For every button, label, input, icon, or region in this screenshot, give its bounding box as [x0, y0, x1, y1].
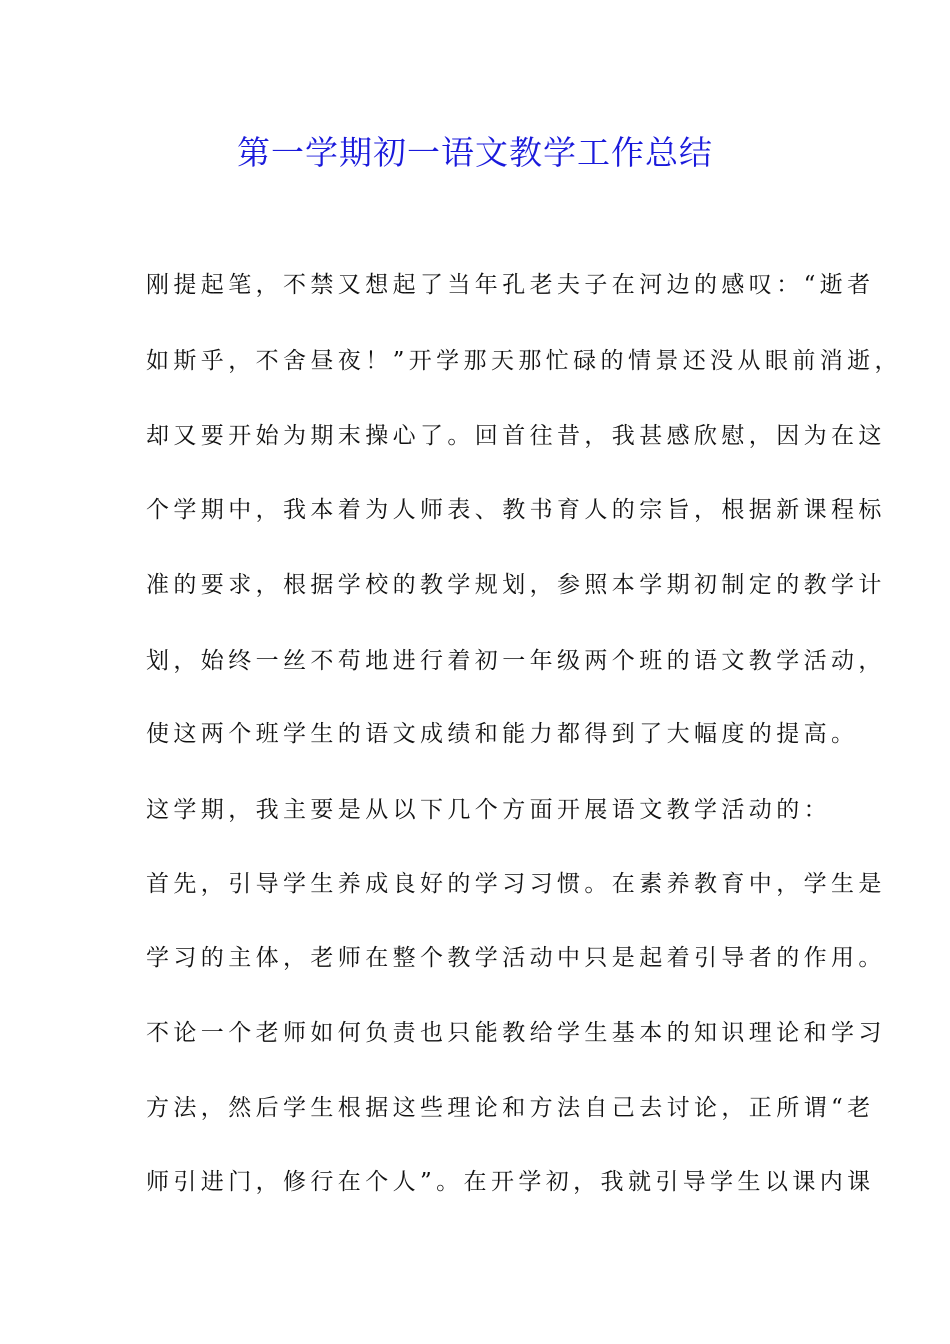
paragraph-line: 不论一个老师如何负责也只能教给学生基本的知识理论和学习 [146, 1020, 886, 1046]
paragraph-line: 这学期，我主要是从以下几个方面开展语文教学活动的： [146, 797, 831, 823]
paragraph-line: 学习的主体，老师在整个教学活动中只是起着引导者的作用。 [146, 945, 886, 971]
paragraph-line: 刚提起笔，不禁又想起了当年孔老夫子在河边的感叹：“逝者 [146, 272, 875, 298]
paragraph-line: 首先，引导学生养成良好的学习习惯。在素养教育中，学生是 [146, 871, 886, 897]
paragraph-line: 却又要开始为期末操心了。回首往昔，我甚感欣慰，因为在这 [146, 423, 886, 449]
paragraph-line: 师引进门，修行在个人”。在开学初，我就引导学生以课内课 [146, 1169, 875, 1195]
document-title: 第一学期初一语文教学工作总结 [237, 133, 713, 172]
paragraph-line: 如斯乎，不舍昼夜！”开学那天那忙碌的情景还没从眼前消逝， [146, 348, 902, 374]
paragraph-line: 个学期中，我本着为人师表、教书育人的宗旨，根据新课程标 [146, 497, 886, 523]
paragraph-line: 方法，然后学生根据这些理论和方法自己去讨论，正所谓“老 [146, 1095, 875, 1121]
paragraph-line: 准的要求，根据学校的教学规划，参照本学期初制定的教学计 [146, 572, 886, 598]
paragraph-line: 使这两个班学生的语文成绩和能力都得到了大幅度的提高。 [146, 721, 859, 747]
paragraph-line: 划，始终一丝不苟地进行着初一年级两个班的语文教学活动， [146, 648, 886, 674]
